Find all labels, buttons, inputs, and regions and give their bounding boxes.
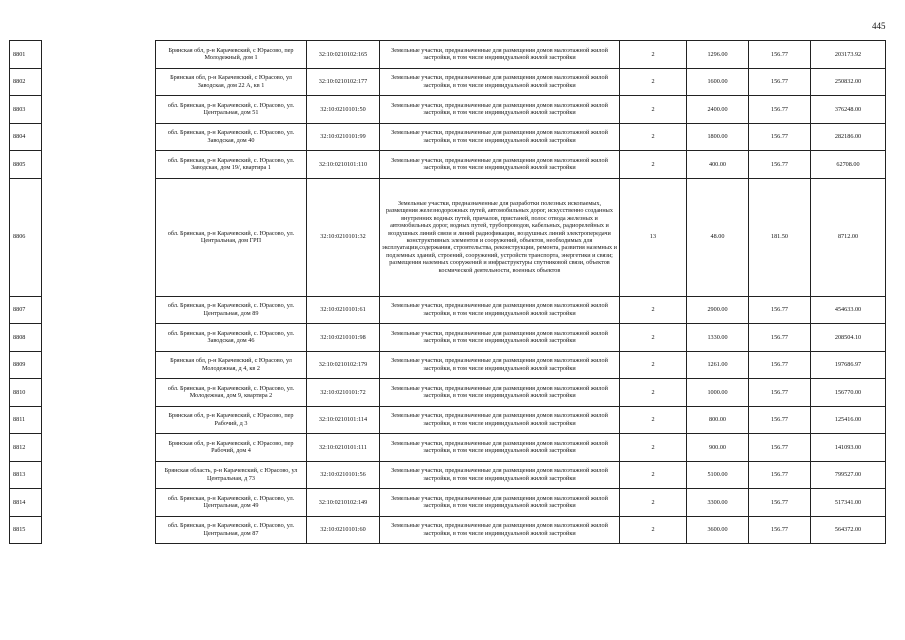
blank-cell xyxy=(42,324,156,352)
rate-cell: 156.77 xyxy=(749,96,811,124)
table-row xyxy=(10,178,886,296)
address-cell: Брянская обл, р-н Карачевский, с Юрасово, ул Молодежная, д 4, кв 2 xyxy=(156,351,307,379)
land-use-cell: Земельные участки, предназначенные для размещения домов малоэтажной жилой застройки, в том числе индивидуальной жилой застройки xyxy=(380,151,620,179)
use-code-cell: 2 xyxy=(620,324,687,352)
cadastral-value-cell: 517341.00 xyxy=(811,489,886,517)
table-row xyxy=(10,489,886,517)
cadastral-number-cell: 32:10:0210101:110 xyxy=(307,151,380,179)
cadastral-value-cell: 208504.10 xyxy=(811,324,886,352)
table-row xyxy=(10,461,886,489)
area-cell: 1800.00 xyxy=(687,123,749,151)
cadastral-number-cell: 32:10:0210101:61 xyxy=(307,296,380,324)
area-cell: 1330.00 xyxy=(687,324,749,352)
area-cell: 5100.00 xyxy=(687,461,749,489)
record-number: 8808 xyxy=(10,324,42,352)
record-number: 8806 xyxy=(10,178,42,296)
land-registry-table xyxy=(9,40,886,544)
record-number: 8813 xyxy=(10,461,42,489)
land-use-cell: Земельные участки, предназначенные для размещения домов малоэтажной жилой застройки, в том числе индивидуальной жилой застройки xyxy=(380,296,620,324)
rate-cell: 156.77 xyxy=(749,151,811,179)
cadastral-number-cell: 32:10:0210102:179 xyxy=(307,351,380,379)
rate-cell: 156.77 xyxy=(749,461,811,489)
cadastral-value-cell: 376248.00 xyxy=(811,96,886,124)
rate-cell: 156.77 xyxy=(749,296,811,324)
record-number: 8804 xyxy=(10,123,42,151)
land-use-cell: Земельные участки, предназначенные для размещения домов малоэтажной жилой застройки, в том числе индивидуальной жилой застройки xyxy=(380,406,620,434)
rate-cell: 156.77 xyxy=(749,379,811,407)
area-cell: 48.00 xyxy=(687,178,749,296)
land-use-cell: Земельные участки, предназначенные для размещения домов малоэтажной жилой застройки, в том числе индивидуальной жилой застройки xyxy=(380,68,620,96)
area-cell: 1261.00 xyxy=(687,351,749,379)
table-row xyxy=(10,406,886,434)
cadastral-number-cell: 32:10:0210101:56 xyxy=(307,461,380,489)
area-cell: 800.00 xyxy=(687,406,749,434)
address-cell: обл. Брянская, р-н Карачевский, с. Юрасово, ул. Заводская, дом 40 xyxy=(156,123,307,151)
blank-cell xyxy=(42,434,156,462)
record-number: 8810 xyxy=(10,379,42,407)
address-cell: Брянская область, р-н Карачевский, с Юрасово, ул Центральная, д 73 xyxy=(156,461,307,489)
table-row xyxy=(10,151,886,179)
use-code-cell: 2 xyxy=(620,68,687,96)
record-number: 8811 xyxy=(10,406,42,434)
land-use-cell: Земельные участки, предназначенные для размещения домов малоэтажной жилой застройки, в том числе индивидуальной жилой застройки xyxy=(380,434,620,462)
cadastral-number-cell: 32:10:0210101:60 xyxy=(307,516,380,544)
address-cell: обл. Брянская, р-н Карачевский, с. Юрасово, ул. Центральная, дом ГРП xyxy=(156,178,307,296)
land-use-cell: Земельные участки, предназначенные для разработки полезных ископаемых, размещения железнодорожных путей, автомобильных дорог, искусственно созданных внутренних водных путей, причалов, пристаней, полос отвода железных и автомобильных дорог, водных путей, трубопроводов, кабельных, радиорелейных и воздушных линий связи и линий радиофикации, воздушных линий электропередачи конструктивных элементов и сооружений, объектов, необходимых для эксплуатации,содержания, строительства, реконструкции, ремонта, развития наземных и подземных зданий, строений, сооружений, устройств транспорта, энергетики и связи; размещения наземных сооружений и инфраструктуры спутниковой связи, объектов космической деятельности, военных объектов xyxy=(380,178,620,296)
blank-cell xyxy=(42,96,156,124)
record-number: 8807 xyxy=(10,296,42,324)
address-cell: Брянская обл, р-н Карачевский, с Юрасово, пер Рабочий, д 3 xyxy=(156,406,307,434)
cadastral-value-cell: 203173.92 xyxy=(811,41,886,69)
use-code-cell: 2 xyxy=(620,96,687,124)
rate-cell: 156.77 xyxy=(749,489,811,517)
cadastral-number-cell: 32:10:0210101:114 xyxy=(307,406,380,434)
address-cell: обл. Брянская, р-н Карачевский, с. Юрасово, ул. Центральная, дом 87 xyxy=(156,516,307,544)
area-cell: 1600.00 xyxy=(687,68,749,96)
rate-cell: 156.77 xyxy=(749,123,811,151)
use-code-cell: 2 xyxy=(620,406,687,434)
rate-cell: 156.77 xyxy=(749,41,811,69)
address-cell: обл. Брянская, р-н Карачевский, с. Юрасово, ул. Центральная, дом 49 xyxy=(156,489,307,517)
cadastral-value-cell: 62708.00 xyxy=(811,151,886,179)
address-cell: обл. Брянская, р-н Карачевский, с. Юрасово, ул. Заводская, дом 46 xyxy=(156,324,307,352)
area-cell: 2400.00 xyxy=(687,96,749,124)
table-row xyxy=(10,68,886,96)
cadastral-number-cell: 32:10:0210102:165 xyxy=(307,41,380,69)
record-number: 8803 xyxy=(10,96,42,124)
table-row xyxy=(10,379,886,407)
blank-cell xyxy=(42,123,156,151)
land-use-cell: Земельные участки, предназначенные для размещения домов малоэтажной жилой застройки, в том числе индивидуальной жилой застройки xyxy=(380,516,620,544)
rate-cell: 156.77 xyxy=(749,68,811,96)
area-cell: 1000.00 xyxy=(687,379,749,407)
cadastral-number-cell: 32:10:0210101:111 xyxy=(307,434,380,462)
rate-cell: 156.77 xyxy=(749,324,811,352)
blank-cell xyxy=(42,489,156,517)
table-row xyxy=(10,296,886,324)
cadastral-number-cell: 32:10:0210101:98 xyxy=(307,324,380,352)
blank-cell xyxy=(42,351,156,379)
address-cell: Брянская обл, р-н Карачевский, с Юрасово, пер Молодежный, дом 1 xyxy=(156,41,307,69)
page-number: 445 xyxy=(872,21,886,31)
blank-cell xyxy=(42,68,156,96)
area-cell: 3600.00 xyxy=(687,516,749,544)
use-code-cell: 2 xyxy=(620,296,687,324)
record-number: 8805 xyxy=(10,151,42,179)
registry-body xyxy=(10,41,886,544)
land-use-cell: Земельные участки, предназначенные для размещения домов малоэтажной жилой застройки, в том числе индивидуальной жилой застройки xyxy=(380,41,620,69)
table-row xyxy=(10,351,886,379)
blank-cell xyxy=(42,296,156,324)
land-use-cell: Земельные участки, предназначенные для размещения домов малоэтажной жилой застройки, в том числе индивидуальной жилой застройки xyxy=(380,351,620,379)
rate-cell: 156.77 xyxy=(749,516,811,544)
address-cell: обл. Брянская, р-н Карачевский, с. Юрасово, ул. Заводская, дом 19/, квартира 1 xyxy=(156,151,307,179)
cadastral-value-cell: 8712.00 xyxy=(811,178,886,296)
area-cell: 3300.00 xyxy=(687,489,749,517)
blank-cell xyxy=(42,406,156,434)
cadastral-value-cell: 125416.00 xyxy=(811,406,886,434)
cadastral-value-cell: 250832.00 xyxy=(811,68,886,96)
address-cell: обл. Брянская, р-н Карачевский, с. Юрасово, ул. Центральная, дом 51 xyxy=(156,96,307,124)
address-cell: обл. Брянская, р-н Карачевский, с. Юрасово, ул. Центральная, дом 89 xyxy=(156,296,307,324)
land-use-cell: Земельные участки, предназначенные для размещения домов малоэтажной жилой застройки, в том числе индивидуальной жилой застройки xyxy=(380,379,620,407)
use-code-cell: 2 xyxy=(620,461,687,489)
table-row xyxy=(10,41,886,69)
rate-cell: 156.77 xyxy=(749,406,811,434)
land-use-cell: Земельные участки, предназначенные для размещения домов малоэтажной жилой застройки, в том числе индивидуальной жилой застройки xyxy=(380,96,620,124)
record-number: 8802 xyxy=(10,68,42,96)
record-number: 8812 xyxy=(10,434,42,462)
blank-cell xyxy=(42,41,156,69)
address-cell: Брянская обл, р-н Карачевский, с Юрасово, пер Рабочий, дом 4 xyxy=(156,434,307,462)
land-use-cell: Земельные участки, предназначенные для размещения домов малоэтажной жилой застройки, в том числе индивидуальной жилой застройки xyxy=(380,123,620,151)
cadastral-value-cell: 799527.00 xyxy=(811,461,886,489)
use-code-cell: 2 xyxy=(620,434,687,462)
blank-cell xyxy=(42,379,156,407)
table-row xyxy=(10,516,886,544)
use-code-cell: 2 xyxy=(620,351,687,379)
cadastral-number-cell: 32:10:0210101:99 xyxy=(307,123,380,151)
cadastral-value-cell: 282186.00 xyxy=(811,123,886,151)
cadastral-number-cell: 32:10:0210102:177 xyxy=(307,68,380,96)
use-code-cell: 2 xyxy=(620,41,687,69)
blank-cell xyxy=(42,516,156,544)
area-cell: 900.00 xyxy=(687,434,749,462)
blank-cell xyxy=(42,151,156,179)
use-code-cell: 2 xyxy=(620,489,687,517)
record-number: 8809 xyxy=(10,351,42,379)
use-code-cell: 2 xyxy=(620,151,687,179)
use-code-cell: 2 xyxy=(620,379,687,407)
use-code-cell: 2 xyxy=(620,516,687,544)
rate-cell: 156.77 xyxy=(749,434,811,462)
address-cell: Брянская обл, р-н Карачевский, с Юрасово, ул Заводская, дом 22 А, кв 1 xyxy=(156,68,307,96)
cadastral-value-cell: 156770.00 xyxy=(811,379,886,407)
table-row xyxy=(10,123,886,151)
use-code-cell: 13 xyxy=(620,178,687,296)
land-use-cell: Земельные участки, предназначенные для размещения домов малоэтажной жилой застройки, в том числе индивидуальной жилой застройки xyxy=(380,324,620,352)
blank-cell xyxy=(42,178,156,296)
cadastral-number-cell: 32:10:0210102:149 xyxy=(307,489,380,517)
cadastral-value-cell: 454633.00 xyxy=(811,296,886,324)
land-use-cell: Земельные участки, предназначенные для размещения домов малоэтажной жилой застройки, в том числе индивидуальной жилой застройки xyxy=(380,489,620,517)
cadastral-value-cell: 141093.00 xyxy=(811,434,886,462)
area-cell: 2900.00 xyxy=(687,296,749,324)
use-code-cell: 2 xyxy=(620,123,687,151)
record-number: 8815 xyxy=(10,516,42,544)
area-cell: 400.00 xyxy=(687,151,749,179)
area-cell: 1296.00 xyxy=(687,41,749,69)
cadastral-value-cell: 197686.97 xyxy=(811,351,886,379)
table-row xyxy=(10,324,886,352)
record-number: 8801 xyxy=(10,41,42,69)
address-cell: обл. Брянская, р-н Карачевский, с. Юрасово, ул. Молодежная, дом 9, квартира 2 xyxy=(156,379,307,407)
table-row xyxy=(10,434,886,462)
cadastral-value-cell: 564372.00 xyxy=(811,516,886,544)
cadastral-number-cell: 32:10:0210101:72 xyxy=(307,379,380,407)
cadastral-number-cell: 32:10:0210101:50 xyxy=(307,96,380,124)
rate-cell: 156.77 xyxy=(749,351,811,379)
cadastral-number-cell: 32:10:0210101:32 xyxy=(307,178,380,296)
blank-cell xyxy=(42,461,156,489)
record-number: 8814 xyxy=(10,489,42,517)
table-row xyxy=(10,96,886,124)
rate-cell: 181.50 xyxy=(749,178,811,296)
land-use-cell: Земельные участки, предназначенные для размещения домов малоэтажной жилой застройки, в том числе индивидуальной жилой застройки xyxy=(380,461,620,489)
